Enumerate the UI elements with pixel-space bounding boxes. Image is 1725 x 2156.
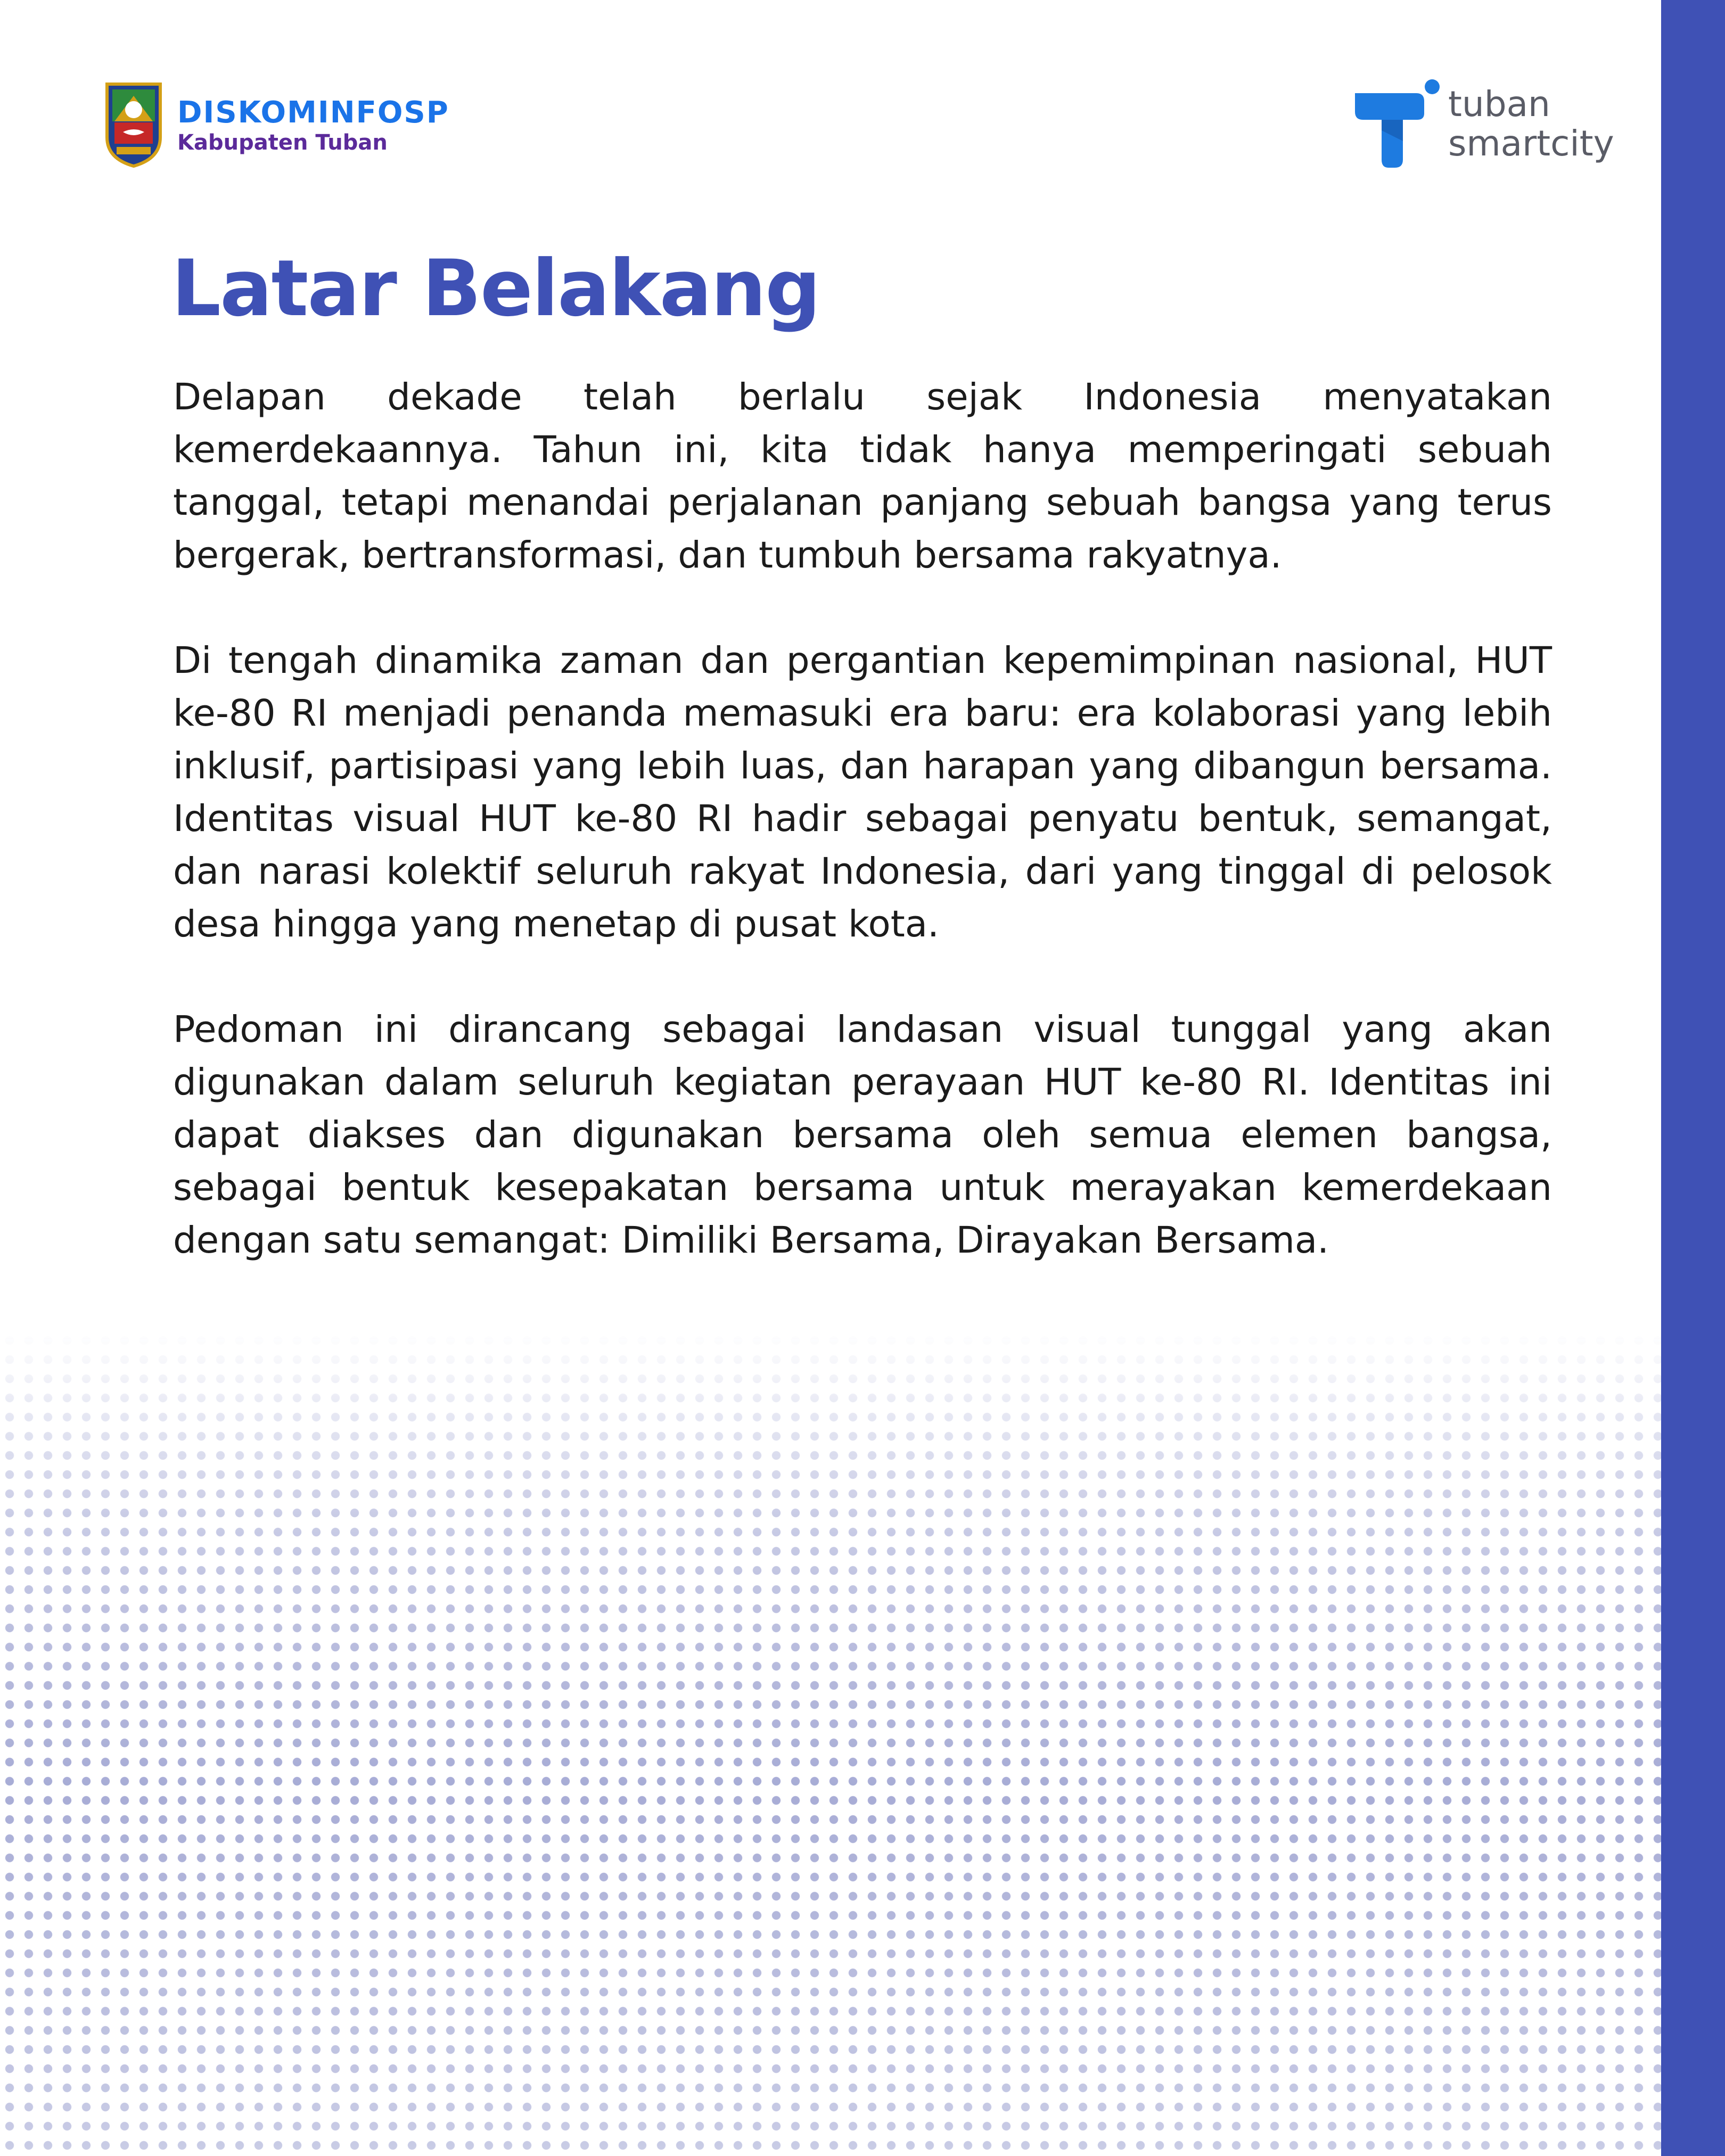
paragraph-2: Di tengah dinamika zaman dan pergantian kepemimpinan nasional, HUT ke-80 RI menjadi penanda memasuki era baru: era kolaborasi yang lebih inklusif, partisipasi yang lebih luas, dan harapan yang dibangun bersama. Identitas visual HUT ke-80 RI hadir sebagai penyatu bentuk, semangat, dan narasi kolektif seluruh rakyat Indonesia, dari yang tinggal di pelosok desa hingga yang menetap di pusat kota. [173,639,1552,945]
logo-line-tuban: tuban [1448,83,1550,125]
paragraph-3: Pedoman ini dirancang sebagai landasan visual tunggal yang akan digunakan dalam seluruh kegiatan perayaan HUT ke-80 RI. Identitas ini dapat diakses dan digunakan bersama oleh semua elemen bangsa, sebagai bentuk kesepakatan bersama untuk merayakan kemerdekaan dengan satu semangat: Dimiliki Bersama, Dirayakan Bersama. [173,1008,1552,1262]
regency-crest-icon [104,79,163,168]
brand-subtitle: Kabupaten Tuban [177,130,388,155]
paragraph-1: Delapan dekade telah berlalu sejak Indonesia menyatakan kemerdekaannya. Tahun ini, kita tidak hanya memperingati sebuah tanggal, tetapi menandai perjalanan panjang sebuah bangsa yang terus bergerak, bertransformasi, dan tumbuh bersama rakyatnya. [173,376,1552,577]
page-title: Latar Belakang [171,243,820,334]
brand-title: DISKOMINFOSP [177,95,449,130]
halftone-dot-background [0,1331,1661,2156]
body-text [173,371,1552,1320]
tuban-smartcity-logo [1352,77,1614,170]
side-accent-bar [1661,0,1725,2156]
tuban-t-icon [1352,77,1443,170]
diskominfosp-logo [104,79,449,168]
logo-line-smartcity: smartcity [1448,122,1614,164]
